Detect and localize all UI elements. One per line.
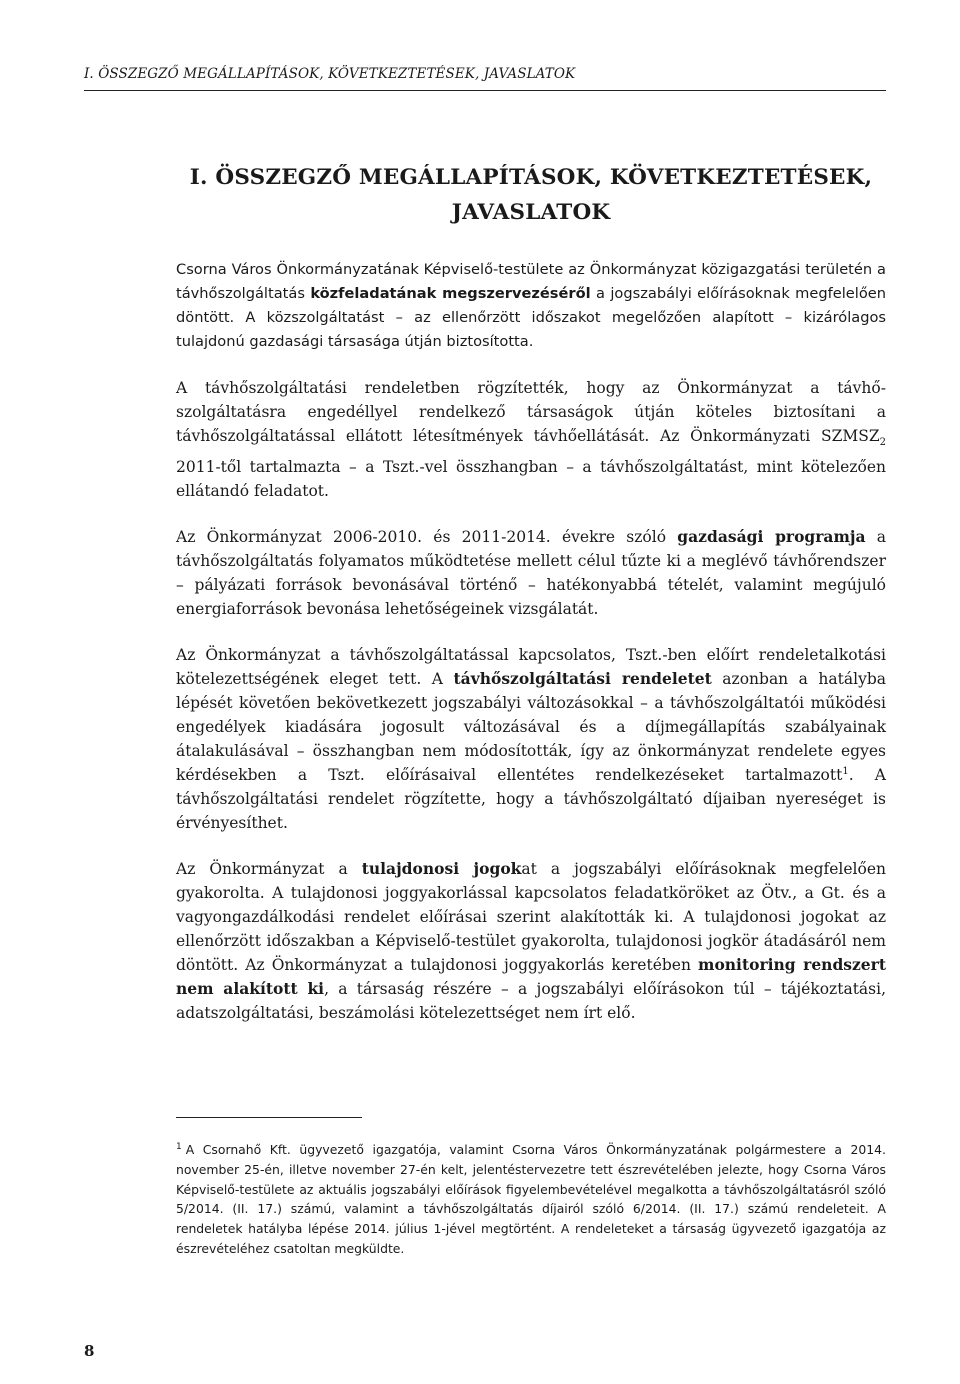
chapter-title-line-2: JAVASLATOK xyxy=(451,200,611,225)
footnote-text: A Csornahő Kft. ügyvezető igazgatója, valamint Csorna Város Önkormányzatának polgármestere a 2014. november 25-én, illetve november 27-én kelt, jelentéstervezetre tett észrevételében jelezte, hogy Csorna Város Képviselő-testülete az aktuális jogszabályi előírások figyelembevételével megalkotta a távhőszolgáltatásról szóló 5/2014. (II. 17.) számú, valamint a távhőszolgáltatás díjairól szóló 6/2014. (II. 17.) számú rendeleteit. A rendeletek hatályba lépése 2014. július 1-jével megtörtént. A rendeleteket a társaság ügyvezető igazgatója az észrevételéhez csatoltan megküldte. xyxy=(176,1142,886,1256)
main-text xyxy=(176,258,886,1047)
paragraph-3-bold: gazdasági programja xyxy=(677,527,866,547)
paragraph-5-bold-2: monitoring rendszert nem alakított ki xyxy=(176,955,886,999)
footnote-marker: 1 xyxy=(176,1142,182,1152)
footnote-rule xyxy=(176,1117,362,1118)
paragraph-1-text: Csorna Város Önkormányzatának Képviselő-testülete az Önkormányzat közigazgatási területén a távhőszolgáltatás xyxy=(176,261,886,302)
paragraph-3 xyxy=(176,525,886,621)
paragraph-2 xyxy=(176,376,886,503)
paragraph-5-text: Az Önkormányzat a xyxy=(176,860,362,879)
paragraph-4 xyxy=(176,643,886,835)
footnote xyxy=(176,1138,886,1258)
paragraph-3-text-2: a távhőszolgáltatás folyamatos működtetése mellett célul tűzte ki a meglévő távhőrendszer – pályázati források bevonásával történő – hatékonyabbá tételét, valamint megújuló energiaforrások bevonása lehetőségeinek vizsgálatát. xyxy=(176,528,887,619)
paragraph-2-text-2: 2011-től tartalmazta – a Tszt.-vel összhangban – a távhőszolgáltatást, mint kötelezően ellátandó feladatot. xyxy=(176,458,886,501)
paragraph-4-bold: távhőszolgáltatási rendeletet xyxy=(453,669,712,689)
paragraph-1-bold: közfeladatának megszervezéséről xyxy=(310,285,591,302)
paragraph-4-text-2: azonban a hatályba lépését követően bekövetkezett jogszabályi változásokkal – a távhőszolgáltatói működési engedélyek kiadására jogosult változásával és a díjmegállapítás szabályainak átalakulásával – összhangban nem módosították, így az önkormányzat rendelete egyes kérdésekben a Tszt. előírásaival ellentétes rendelkezéseket tartalmazott xyxy=(176,670,887,785)
paragraph-5-bold: tulajdonosi jogok xyxy=(361,859,522,879)
paragraph-1 xyxy=(176,258,886,354)
chapter-title xyxy=(176,160,886,230)
chapter-title-line-1: I. ÖSSZEGZŐ MEGÁLLAPÍTÁSOK, KÖVETKEZTETÉSEK, xyxy=(189,165,873,190)
running-head: I. ÖSSZEGZŐ MEGÁLLAPÍTÁSOK, KÖVETKEZTETÉSEK, JAVASLATOK xyxy=(84,66,576,82)
paragraph-5-text-3: , a társaság részére – a jogszabályi előírásokon túl – tájékoztatási, adatszolgáltatási, beszámolási kötelezettséget nem írt elő. xyxy=(176,980,887,1023)
szmsz-subscript: 2 xyxy=(879,437,886,449)
paragraph-5-text-2: at a jogszabályi előírásoknak megfelelően gyakorolta. A tulajdonosi joggyakorlással kapcsolatos feladatköröket az Ötv., a Gt. és a vagyongazdálkodási rendelet előírásai szerint alakították ki. A tulajdonosi jogokat az ellenőrzött időszakban a Képviselő-testület gyakorolta, tulajdonosi jogkör átadásáról nem döntött. Az Önkormányzat a tulajdonosi joggyakorlás keretében xyxy=(176,860,886,975)
paragraph-4-text-3: . A távhőszolgáltatási rendelet rögzítette, hogy a távhőszolgáltató díjaiban nyereséget is érvényesíthet. xyxy=(176,766,886,833)
paragraph-4-text: Az Önkormányzat a távhőszolgáltatással kapcsolatos, Tszt.-ben előírt rendeletalkotási kötelezettségének eleget tett. A xyxy=(176,646,886,689)
paragraph-2-text: A távhőszolgáltatási rendeletben rögzítették, hogy az Önkormányzat a távhőszolgáltatásra engedéllyel rendelkező társaságok útján köteles biztosítani a távhőszolgáltatással ellátott létesítmények távhőellátását. Az Önkormányzati SZMSZ xyxy=(176,379,886,445)
paragraph-1-text-2: a jogszabályi előírásoknak megfelelően döntött. A közszolgáltatást – az ellenőrzött időszakot megelőzően alapított – kizárólagos tulajdonú gazdasági társasága útján biztosította. xyxy=(176,285,886,350)
paragraph-3-text: Az Önkormányzat 2006-2010. és 2011-2014. évekre szóló xyxy=(176,528,678,547)
page-number: 8 xyxy=(84,1342,95,1360)
paragraph-5 xyxy=(176,857,886,1025)
footnote-reference[interactable]: 1 xyxy=(842,765,849,777)
header-rule xyxy=(84,90,886,91)
